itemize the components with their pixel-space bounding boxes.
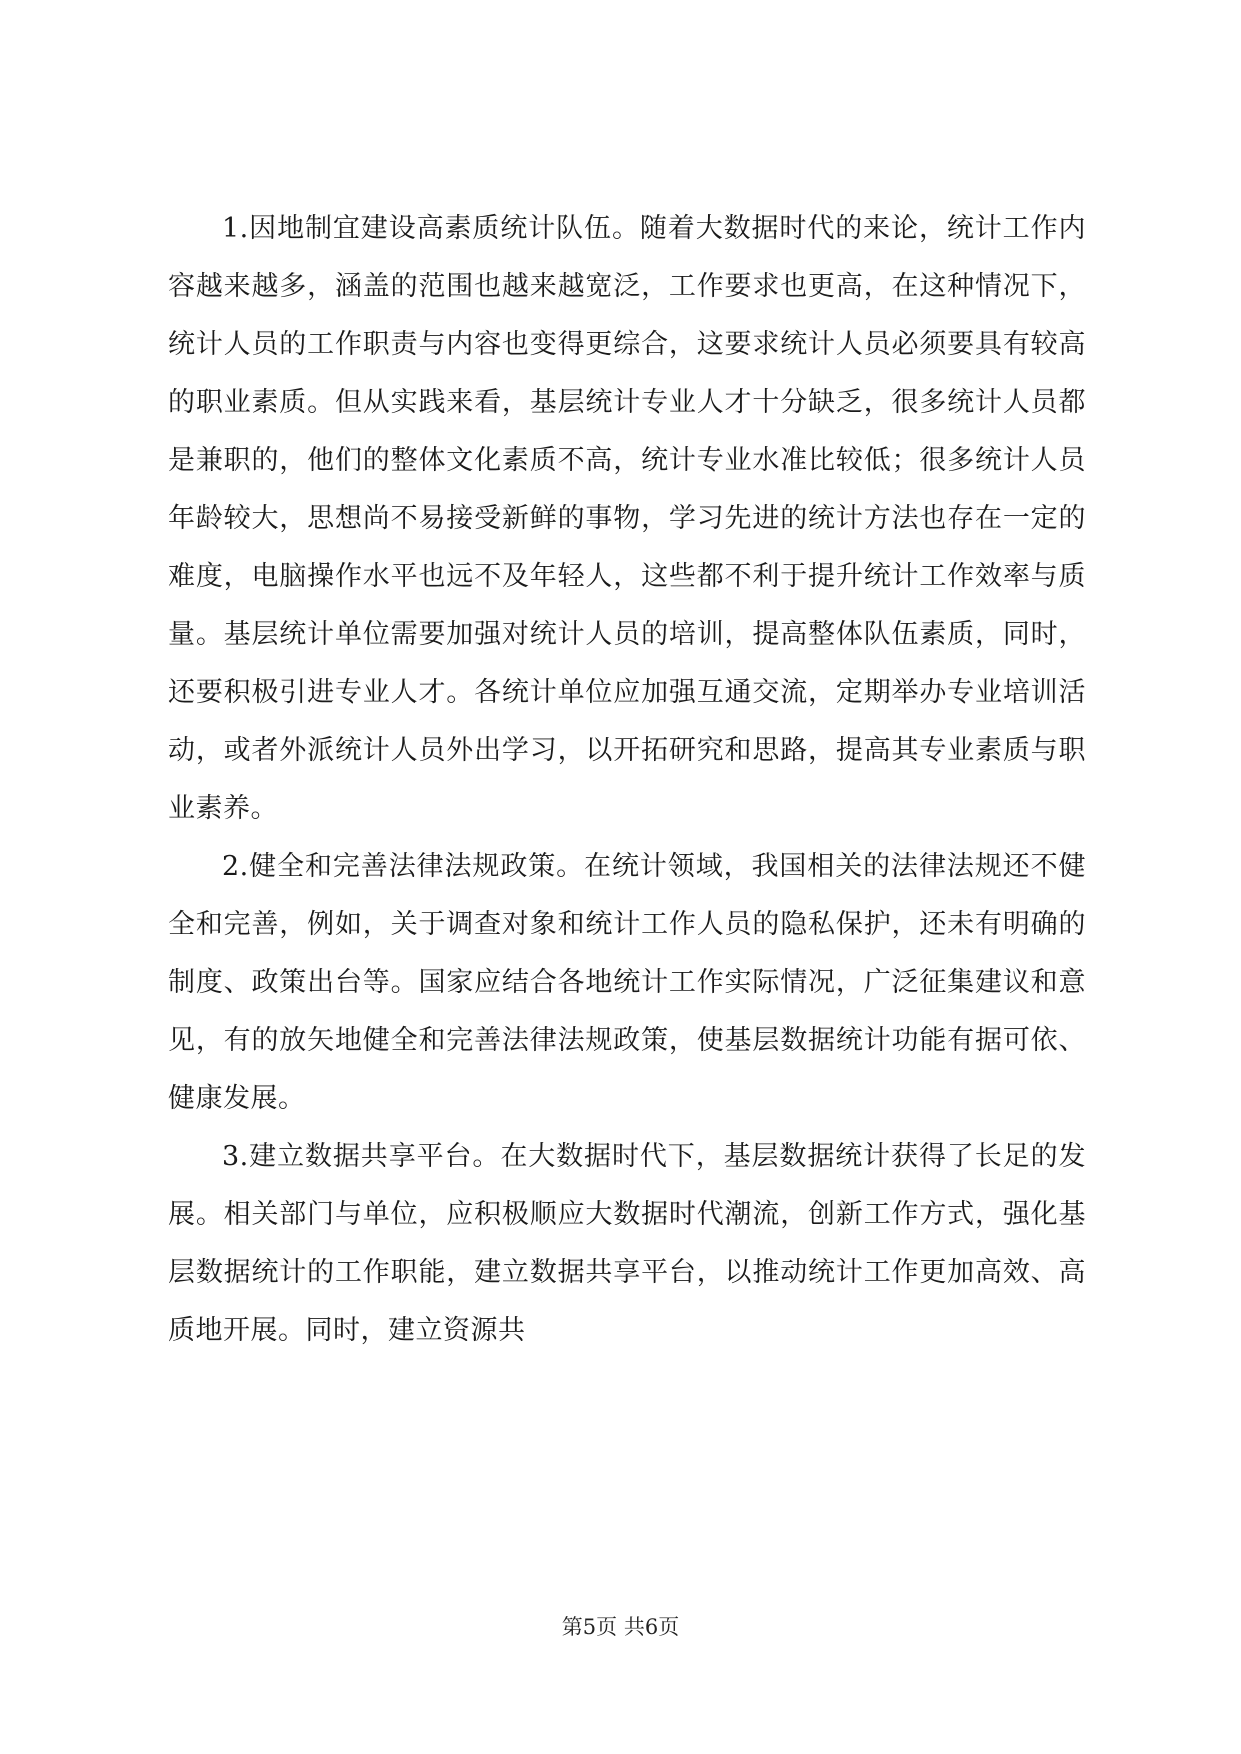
- paragraph-1: 1.因地制宜建设高素质统计队伍。随着大数据时代的来论，统计工作内容越来越多，涵盖的范围也越来越宽泛，工作要求也更高，在这种情况下，统计人员的工作职责与内容也变得更综合，这要求统计人员必须要具有较高的职业素质。但从实践来看，基层统计专业人才十分缺乏，很多统计人员都是兼职的，他们的整体文化素质不高，统计专业水准比较低；很多统计人员年龄较大，思想尚不易接受新鲜的事物，学习先进的统计方法也存在一定的难度，电脑操作水平也远不及年轻人，这些都不利于提升统计工作效率与质量。基层统计单位需要加强对统计人员的培训，提高整体队伍素质，同时，还要积极引进专业人才。各统计单位应加强互通交流，定期举办专业培训活动，或者外派统计人员外出学习，以开拓研究和思路，提高其专业素质与职业素养。: [168, 213, 1086, 824]
- document-body: [168, 200, 1086, 1360]
- paragraph-3: 3.建立数据共享平台。在大数据时代下，基层数据统计获得了长足的发展。相关部门与单位，应积极顺应大数据时代潮流，创新工作方式，强化基层数据统计的工作职能，建立数据共享平台，以推动统计工作更加高效、高质地开展。同时，建立资源共: [168, 1141, 1086, 1346]
- page-number-footer: 第5页 共6页: [561, 1615, 680, 1639]
- paragraph-2: 2.健全和完善法律法规政策。在统计领域，我国相关的法律法规还不健全和完善，例如，关于调查对象和统计工作人员的隐私保护，还未有明确的制度、政策出台等。国家应结合各地统计工作实际情况，广泛征集建议和意见，有的放矢地健全和完善法律法规政策，使基层数据统计功能有据可依、健康发展。: [168, 851, 1086, 1114]
